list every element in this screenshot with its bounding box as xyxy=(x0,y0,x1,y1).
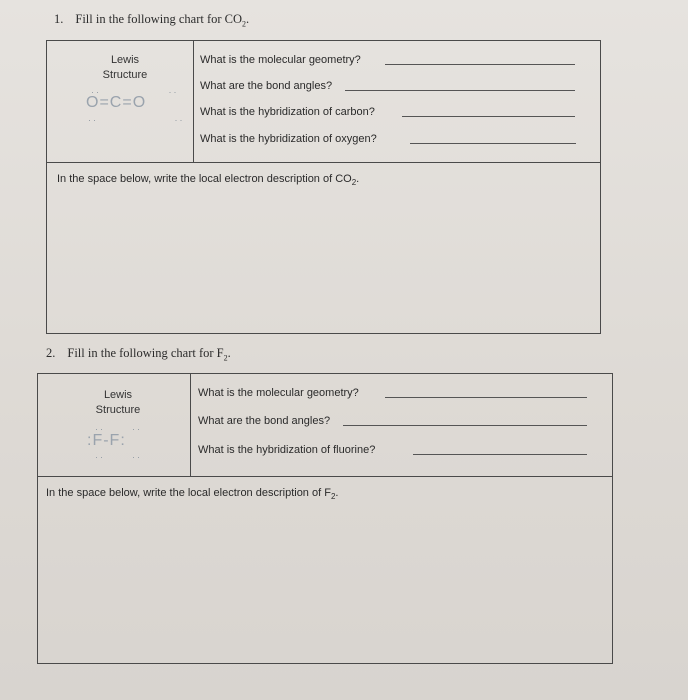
q2-space-instruction-period: . xyxy=(335,487,339,499)
q2-bond-angles-answer-line[interactable] xyxy=(343,425,587,426)
lone-pair-dots-top: ·· ·· xyxy=(91,87,179,97)
q1-space-instruction-period: . xyxy=(356,173,360,185)
f2-lone-pair-dots-top: ·· ·· xyxy=(95,424,142,434)
question-2-column-divider xyxy=(190,373,191,477)
lewis-label-line1: Lewis xyxy=(103,389,133,401)
q2-geometry-question: What is the molecular geometry? xyxy=(198,387,359,399)
question-1-heading xyxy=(54,12,249,29)
lewis-label-line1: Lewis xyxy=(110,54,140,66)
question-2-heading xyxy=(46,346,231,363)
q2-bond-angles-question: What are the bond angles? xyxy=(198,415,331,427)
question-2-lewis-label xyxy=(79,388,157,418)
q1-oxygen-hybridization-answer-line[interactable] xyxy=(410,143,576,144)
q1-space-instruction xyxy=(57,173,359,187)
question-2-row-divider xyxy=(37,476,613,477)
question-1-lewis-label xyxy=(86,53,164,83)
question-1-heading-period: . xyxy=(246,12,250,26)
q1-oxygen-hybridization-question: What is the hybridization of oxygen? xyxy=(200,133,377,145)
q2-space-instruction-subscript: 2 xyxy=(330,492,336,502)
f2-lewis-structure: :F-F: xyxy=(87,432,126,449)
question-1-number: 1. xyxy=(54,12,64,26)
question-2-heading-subscript: 2 xyxy=(223,353,228,363)
q1-carbon-hybridization-answer-line[interactable] xyxy=(402,116,575,117)
question-1-column-divider xyxy=(193,40,194,163)
q2-space-instruction-text: In the space below, write the local electron description of F xyxy=(46,487,331,499)
q2-fluorine-hybridization-question: What is the hybridization of fluorine? xyxy=(198,444,376,456)
q1-carbon-hybridization-question: What is the hybridization of carbon? xyxy=(200,106,375,118)
question-1-heading-subscript: 2 xyxy=(242,19,247,29)
q1-bond-angles-answer-line[interactable] xyxy=(345,90,575,91)
question-1-heading-text: Fill in the following chart for CO xyxy=(75,12,243,26)
q1-geometry-question: What is the molecular geometry? xyxy=(200,54,361,66)
co2-lewis-structure: O=C=O xyxy=(86,94,147,111)
q1-space-instruction-subscript: 2 xyxy=(351,178,357,188)
q1-geometry-answer-line[interactable] xyxy=(385,64,575,65)
question-2-heading-period: . xyxy=(227,346,231,360)
lewis-label-line2: Structure xyxy=(102,69,148,81)
q2-geometry-answer-line[interactable] xyxy=(385,397,587,398)
q1-answer-space[interactable] xyxy=(48,195,598,331)
q1-bond-angles-question: What are the bond angles? xyxy=(200,80,333,92)
question-1-row-divider xyxy=(46,162,601,163)
question-2-heading-text: Fill in the following chart for F xyxy=(67,346,224,360)
q2-space-instruction xyxy=(46,487,338,501)
q2-answer-space[interactable] xyxy=(40,510,610,660)
lewis-label-line2: Structure xyxy=(95,404,141,416)
lone-pair-dots-bottom: ·· ·· xyxy=(88,115,185,125)
q2-fluorine-hybridization-answer-line[interactable] xyxy=(413,454,587,455)
question-2-number: 2. xyxy=(46,346,56,360)
q1-space-instruction-text: In the space below, write the local electron description of CO xyxy=(57,173,352,185)
f2-lone-pair-dots-bottom: ·· ·· xyxy=(95,452,142,462)
